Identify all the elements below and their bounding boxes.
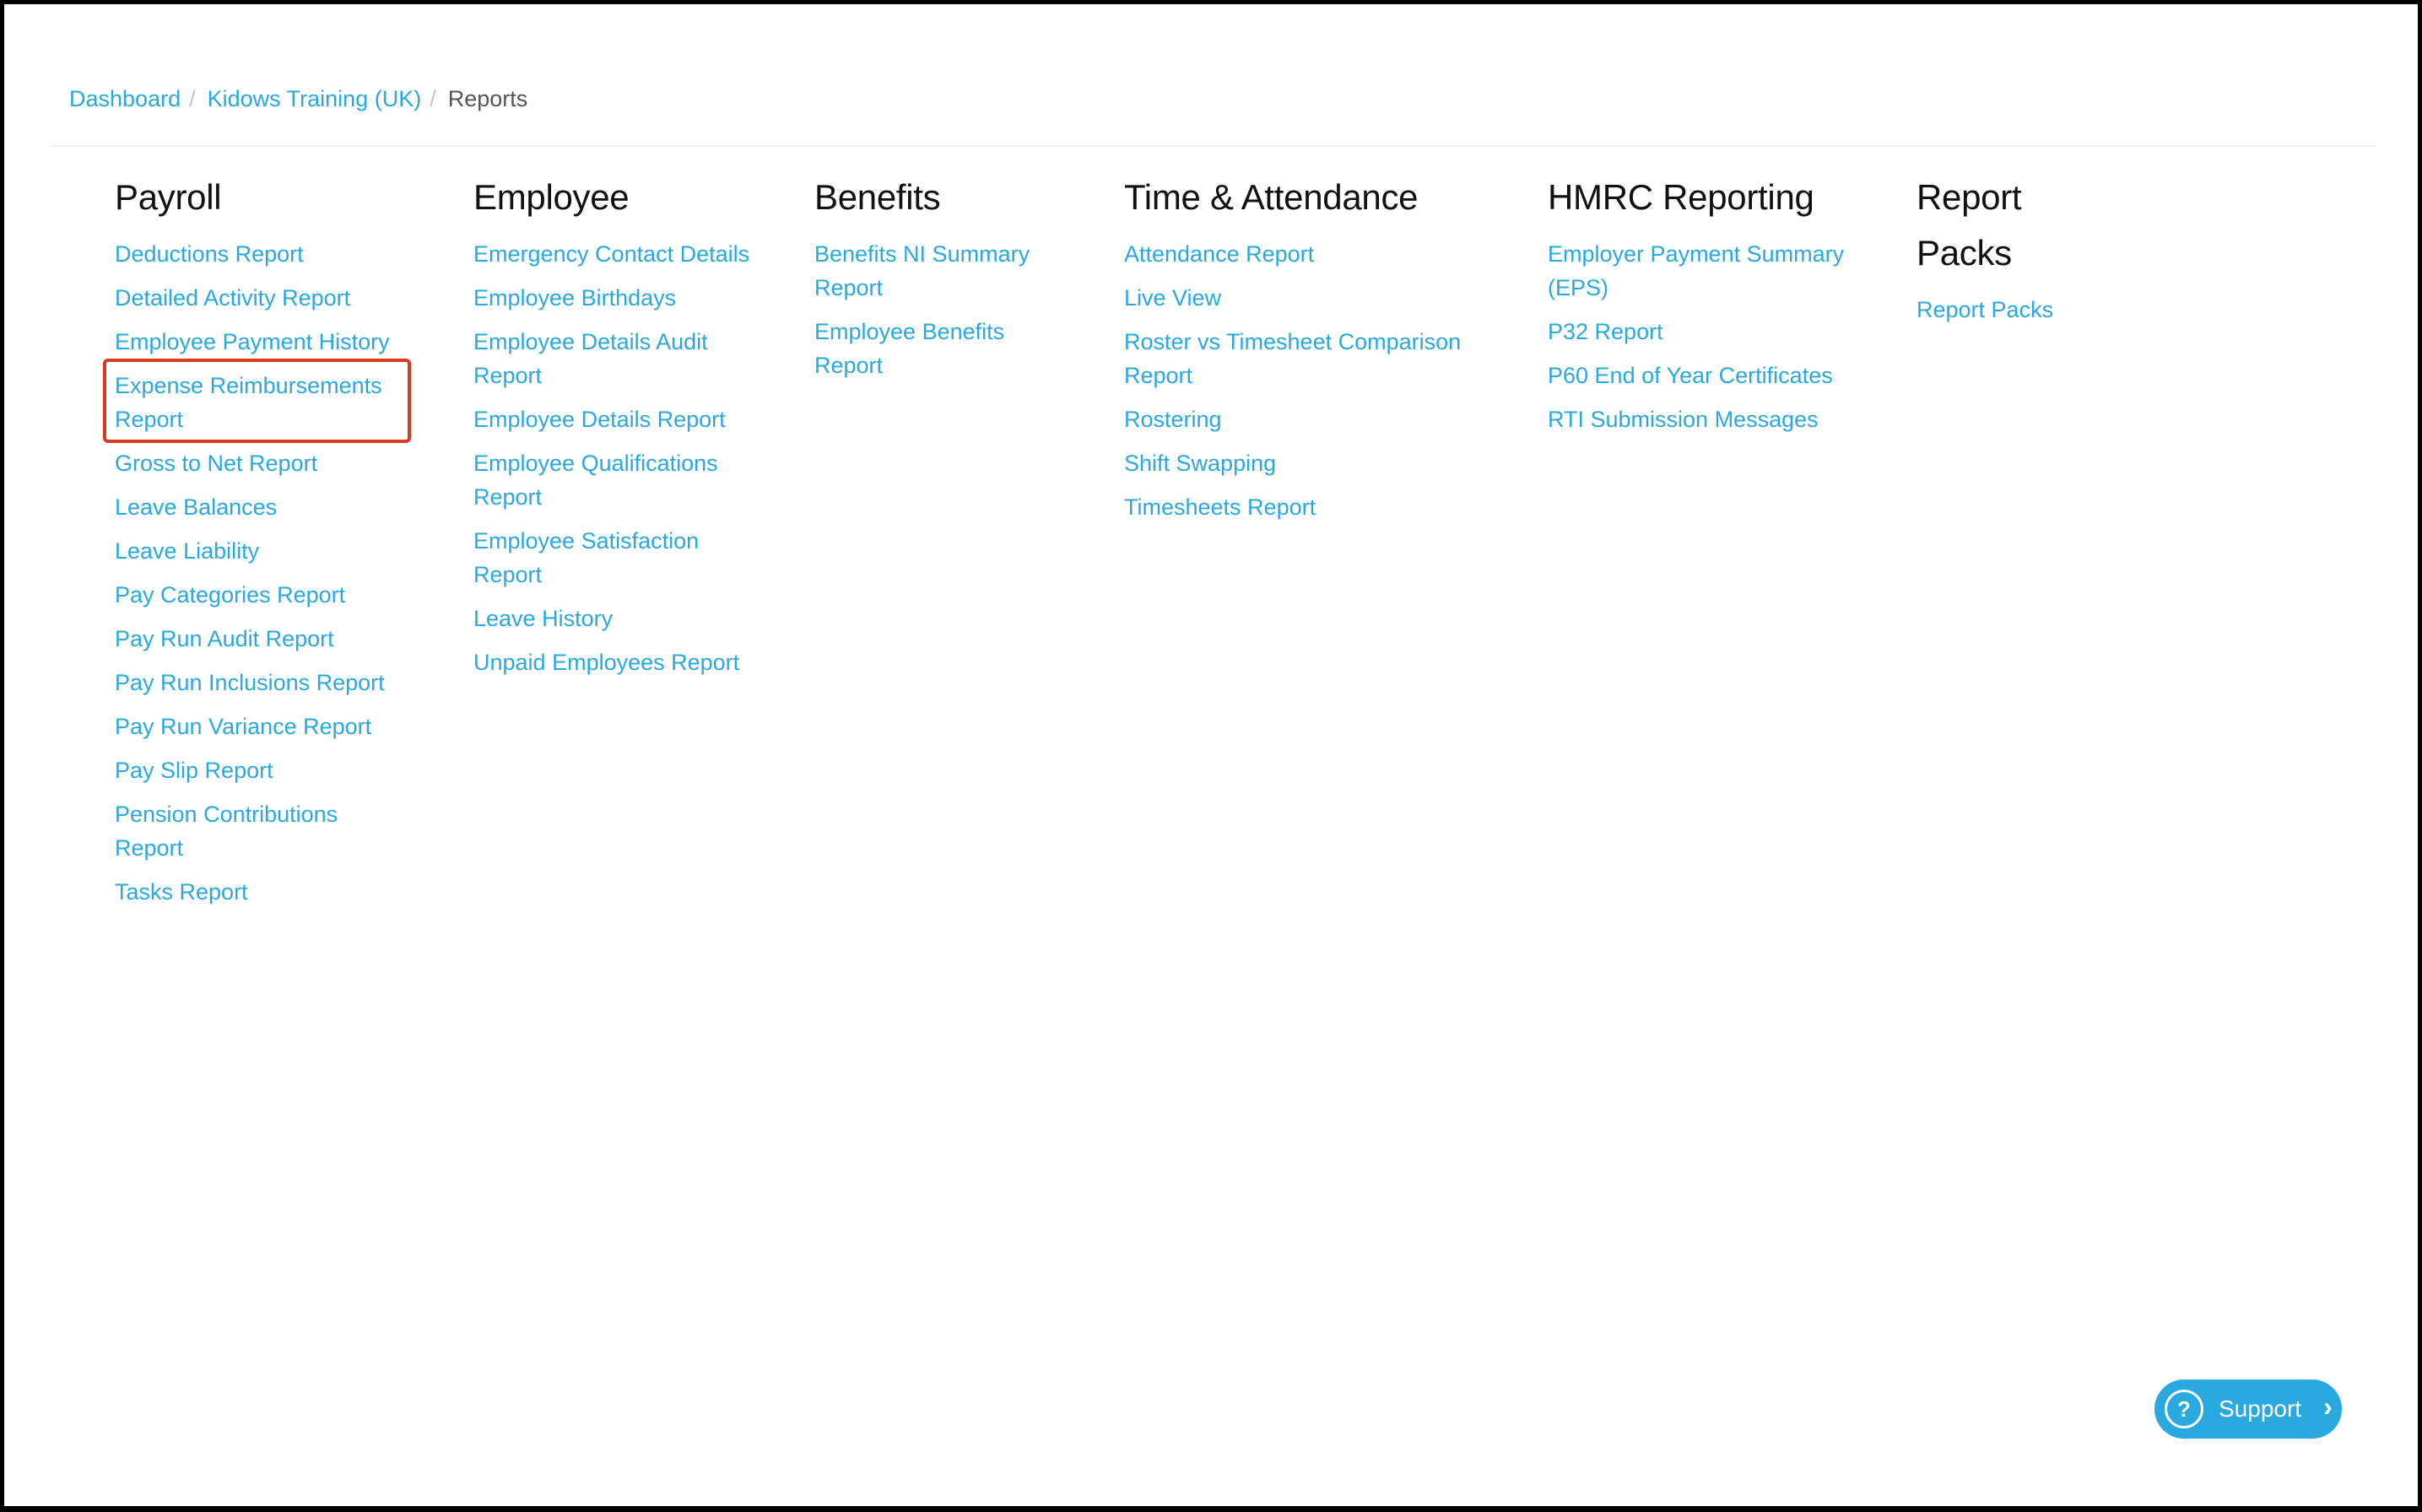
report-link[interactable]: Leave Balances	[115, 494, 278, 520]
report-link[interactable]: Pension Contributions Report	[115, 802, 338, 861]
chevron-right-icon: ›	[2323, 1390, 2333, 1422]
report-link[interactable]: Employee Qualifications Report	[473, 451, 718, 510]
column-hmrc-reporting	[1548, 170, 1885, 446]
page	[4, 4, 2418, 1506]
report-link[interactable]: Employee Benefits Report	[814, 319, 1005, 378]
report-list	[473, 237, 760, 679]
report-link[interactable]: Shift Swapping	[1124, 451, 1277, 476]
report-link[interactable]: Pay Slip Report	[115, 758, 273, 783]
breadcrumb-current: Reports	[447, 86, 528, 111]
column-benefits	[814, 170, 1068, 392]
report-link[interactable]: P60 End of Year Certificates	[1548, 363, 1833, 388]
support-button[interactable]	[2154, 1380, 2342, 1439]
breadcrumb-company[interactable]: Kidows Training (UK)	[207, 86, 422, 111]
report-link[interactable]: Employee Payment History	[115, 329, 390, 354]
report-link[interactable]: Employee Satisfaction Report	[473, 528, 700, 587]
report-link[interactable]: Leave Liability	[115, 538, 260, 564]
report-link[interactable]: Pay Categories Report	[115, 582, 346, 608]
column-heading: Employee	[473, 177, 630, 217]
breadcrumb-separator: /	[189, 86, 196, 111]
report-link[interactable]: Live View	[1124, 285, 1222, 310]
report-link-highlighted[interactable]: Expense Reimbursements Report	[115, 369, 385, 436]
report-link[interactable]: P32 Report	[1548, 319, 1663, 344]
support-label: Support	[2219, 1396, 2302, 1422]
report-link[interactable]: Benefits NI Summary Report	[814, 241, 1030, 300]
report-link[interactable]: RTI Submission Messages	[1548, 407, 1819, 432]
column-heading: Payroll	[115, 177, 222, 217]
report-link[interactable]: Tasks Report	[115, 879, 248, 904]
report-link[interactable]: Employer Payment Summary (EPS)	[1548, 241, 1845, 300]
report-list	[1917, 293, 2102, 327]
report-link[interactable]: Unpaid Employees Report	[473, 650, 740, 675]
report-link[interactable]: Rostering	[1124, 407, 1222, 432]
report-link[interactable]: Gross to Net Report	[115, 451, 318, 476]
column-heading: HMRC Reporting	[1548, 177, 1814, 217]
column-time-attendance	[1124, 170, 1512, 534]
divider	[51, 145, 2376, 147]
report-list	[1124, 237, 1479, 524]
report-list	[814, 237, 1051, 382]
report-link[interactable]: Pay Run Variance Report	[115, 714, 372, 739]
breadcrumb-dashboard[interactable]: Dashboard	[69, 86, 181, 111]
report-link[interactable]: Roster vs Timesheet Comparison Report	[1124, 329, 1462, 388]
column-heading: Benefits	[814, 177, 941, 217]
report-link[interactable]: Detailed Activity Report	[115, 285, 351, 310]
report-link[interactable]: Report Packs	[1917, 297, 2054, 322]
breadcrumb	[69, 82, 527, 116]
report-link[interactable]: Employee Details Report	[473, 407, 726, 432]
report-link[interactable]: Timesheets Report	[1124, 494, 1316, 520]
report-link[interactable]: Pay Run Inclusions Report	[115, 670, 385, 695]
report-link[interactable]: Deductions Report	[115, 241, 304, 267]
report-list	[115, 237, 393, 909]
report-link[interactable]: Employee Details Audit Report	[473, 329, 708, 388]
report-link[interactable]: Leave History	[473, 606, 614, 631]
column-report-packs	[1917, 170, 2085, 337]
report-link[interactable]: Pay Run Audit Report	[115, 626, 334, 651]
question-circle-icon: ?	[2165, 1390, 2203, 1428]
report-link[interactable]: Emergency Contact Details	[473, 241, 750, 267]
column-employee	[473, 170, 777, 689]
report-link[interactable]: Employee Birthdays	[473, 285, 677, 310]
report-link[interactable]: Attendance Report	[1124, 241, 1315, 267]
column-heading: Time & Attendance	[1124, 177, 1419, 217]
column-payroll	[115, 170, 435, 919]
column-heading: Report Packs	[1917, 177, 2022, 273]
breadcrumb-separator: /	[430, 86, 436, 111]
report-list	[1548, 237, 1868, 436]
